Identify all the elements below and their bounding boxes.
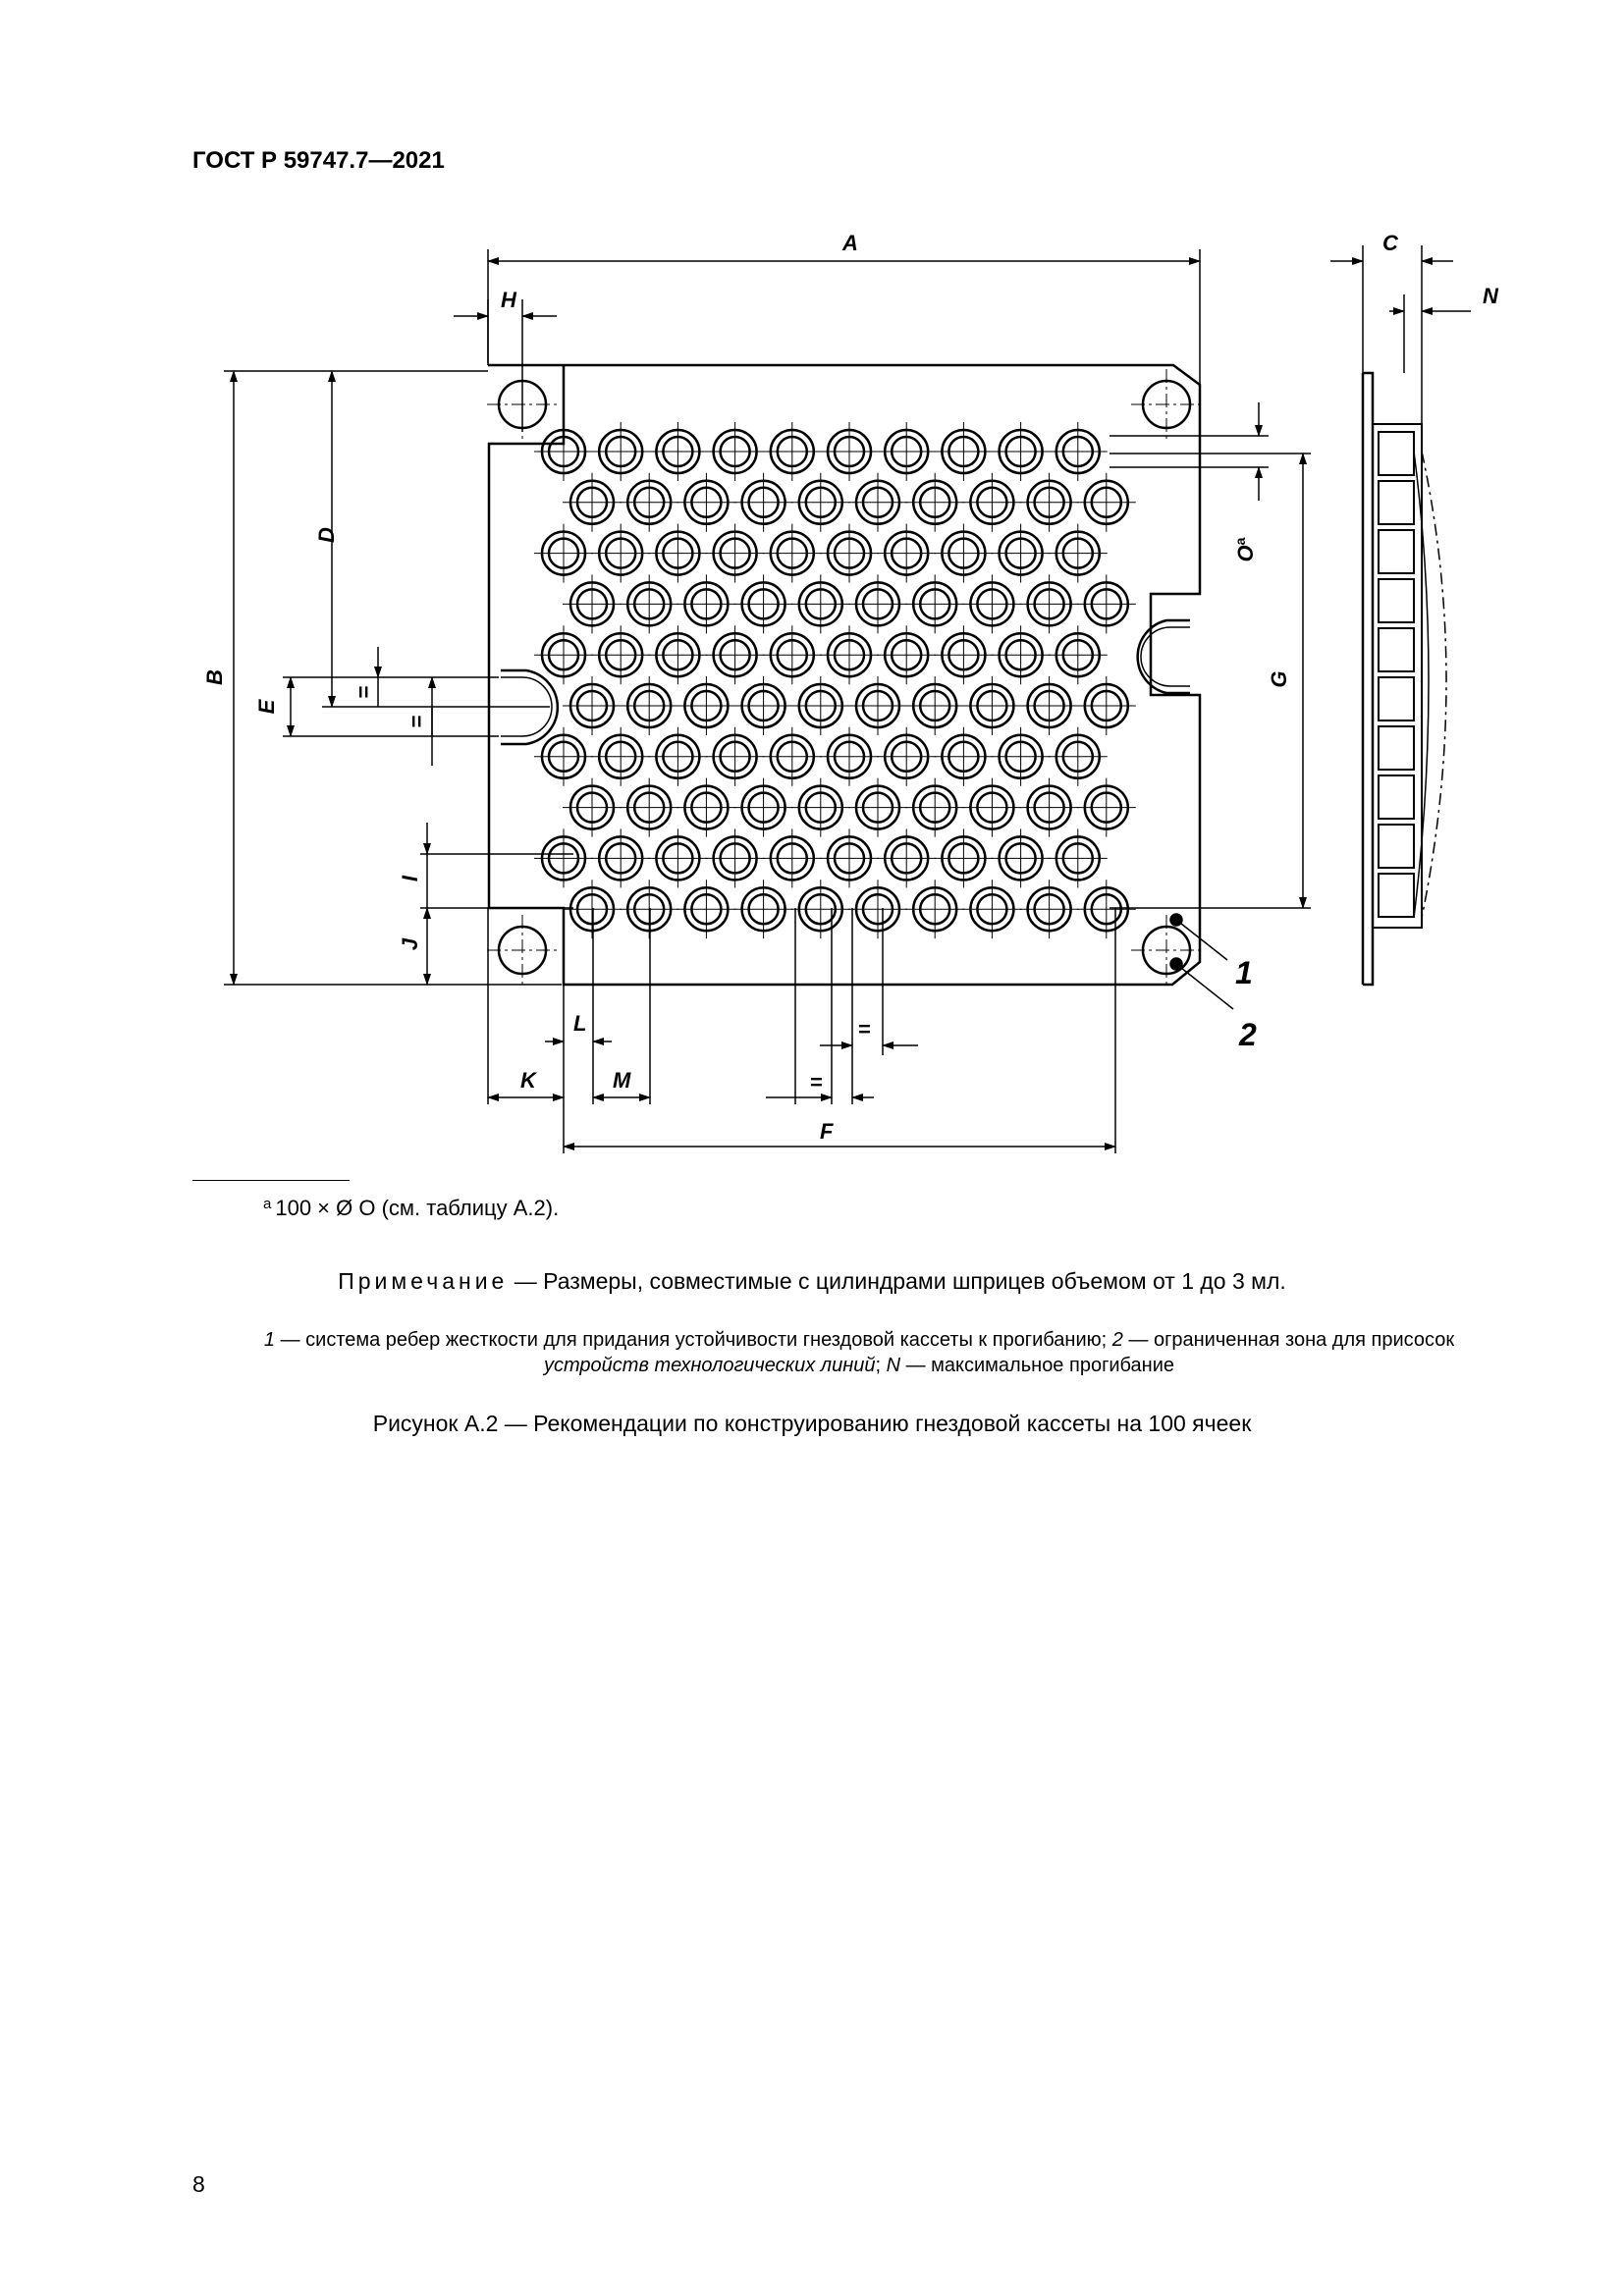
cell — [734, 880, 793, 938]
cell — [763, 524, 822, 583]
dimension-label-n: N — [1483, 284, 1498, 308]
cell — [591, 828, 650, 887]
cell — [706, 828, 765, 887]
cell — [534, 524, 593, 583]
cell — [992, 524, 1051, 583]
cell — [620, 676, 678, 735]
cell — [877, 727, 936, 786]
cell — [905, 473, 964, 532]
cell — [1077, 880, 1136, 938]
dimension-label-j: J — [398, 937, 422, 951]
cell — [620, 574, 678, 633]
cell — [706, 524, 765, 583]
cell — [1049, 422, 1108, 481]
footnote — [263, 1196, 559, 1221]
cell — [620, 778, 678, 837]
dimension-label-h: H — [501, 288, 516, 312]
cell — [534, 828, 593, 887]
dimension-label-e: E — [254, 699, 279, 715]
cell — [648, 828, 707, 887]
cell — [648, 524, 707, 583]
dimension-label-m: M — [613, 1068, 631, 1093]
dimension-n — [1389, 294, 1471, 373]
equal-sign-bottom-2: = — [810, 1070, 823, 1095]
cell — [620, 880, 678, 938]
dimension-label-c: C — [1382, 231, 1398, 255]
cell — [820, 524, 879, 583]
document-header: ГОСТ Р 59747.7—2021 — [192, 147, 445, 174]
cell — [905, 676, 964, 735]
cell — [962, 778, 1021, 837]
dimension-label-b: B — [202, 669, 227, 685]
cell — [534, 422, 593, 481]
side-notches — [501, 620, 1190, 744]
cell — [1077, 778, 1136, 837]
cell — [1020, 778, 1079, 837]
cell — [677, 473, 735, 532]
cell — [791, 880, 850, 938]
dimension-label-a: A — [842, 231, 858, 255]
side-rib — [1379, 874, 1414, 917]
callout-label-1: 1 — [1235, 955, 1253, 990]
dimension-i-j — [420, 823, 573, 985]
cell — [877, 524, 936, 583]
legend-item-n-symbol: N — [886, 1355, 901, 1376]
cell — [877, 422, 936, 481]
legend-item-1-text: — система ребер жесткости для придания устойчивости гнездовой кассеты к прогибанию; — [275, 1329, 1112, 1351]
footnote-text: 100 × Ø O (см. таблицу А.2). — [275, 1196, 560, 1220]
dimension-label-d: D — [314, 527, 339, 543]
cell — [992, 828, 1051, 887]
cell — [820, 727, 879, 786]
side-rib — [1379, 628, 1414, 671]
cell — [734, 574, 793, 633]
cell — [734, 778, 793, 837]
footnote-marker: a — [263, 1196, 272, 1212]
cell — [962, 574, 1021, 633]
page-number: 8 — [192, 2171, 205, 2197]
cell — [934, 828, 993, 887]
cell — [791, 473, 850, 532]
cell — [1049, 727, 1108, 786]
dimension-label-k: K — [520, 1068, 536, 1093]
cell — [591, 727, 650, 786]
cell — [563, 574, 622, 633]
footnote-separator — [192, 1180, 350, 1181]
cell — [706, 625, 765, 684]
cell — [962, 676, 1021, 735]
callout-label-2: 2 — [1239, 1017, 1257, 1052]
cell — [1020, 880, 1079, 938]
side-rib — [1379, 481, 1414, 524]
cell — [563, 676, 622, 735]
cell — [1020, 473, 1079, 532]
equal-sign-left: = — [352, 685, 376, 699]
cell — [706, 422, 765, 481]
cell — [877, 625, 936, 684]
legend-item-2-num: 2 — [1111, 1329, 1123, 1351]
cell — [648, 422, 707, 481]
cell — [677, 778, 735, 837]
cell — [563, 473, 622, 532]
cell-grid — [534, 422, 1136, 938]
cell — [791, 676, 850, 735]
cell — [820, 625, 879, 684]
legend-item-n-text: — максимальное прогибание — [900, 1355, 1174, 1376]
cell — [992, 625, 1051, 684]
cell — [648, 625, 707, 684]
cell — [1049, 828, 1108, 887]
note — [0, 1268, 1624, 1295]
cell — [934, 524, 993, 583]
figure-caption: Рисунок А.2 — Рекомендации по конструированию гнездовой кассеты на 100 ячеек — [372, 1411, 1252, 1436]
legend-item-2-text-italic: устройств технологических линий — [543, 1355, 876, 1376]
cell — [791, 574, 850, 633]
cell — [962, 880, 1021, 938]
cell — [591, 625, 650, 684]
cell — [677, 574, 735, 633]
cell — [763, 625, 822, 684]
cell — [591, 422, 650, 481]
figure-legend — [187, 1327, 1532, 1378]
note-label: Примечание — [338, 1268, 509, 1294]
side-rib — [1379, 775, 1414, 819]
dimension-label-i: I — [398, 875, 422, 882]
cell — [992, 727, 1051, 786]
cell — [848, 574, 907, 633]
cell — [1049, 524, 1108, 583]
legend-item-1-num: 1 — [263, 1329, 276, 1351]
cell — [677, 676, 735, 735]
cell — [1077, 574, 1136, 633]
cell — [620, 473, 678, 532]
cell — [905, 574, 964, 633]
dimension-o — [1110, 402, 1269, 501]
side-rib — [1379, 726, 1414, 770]
cell — [591, 524, 650, 583]
cell — [962, 473, 1021, 532]
cell — [1020, 676, 1079, 735]
equal-sign-right: = — [405, 715, 429, 728]
dimension-label-f: F — [820, 1119, 834, 1144]
cell — [1049, 625, 1108, 684]
cell — [1020, 574, 1079, 633]
side-rib — [1379, 677, 1414, 721]
side-rib — [1379, 825, 1414, 868]
cell — [848, 778, 907, 837]
cell — [734, 473, 793, 532]
cell — [848, 676, 907, 735]
cell — [848, 880, 907, 938]
dimension-label-o: $O^a$ — [1232, 537, 1258, 562]
cell — [648, 727, 707, 786]
legend-item-2-text: — ограниченная зона для присосок — [1122, 1329, 1455, 1351]
cell — [706, 727, 765, 786]
cell — [734, 676, 793, 735]
dimension-d — [322, 371, 550, 707]
cell — [820, 828, 879, 887]
cell — [763, 422, 822, 481]
side-rib — [1379, 530, 1414, 573]
corner-holes — [499, 381, 1190, 974]
side-rib — [1379, 579, 1414, 622]
equal-sign-bottom-1: = — [858, 1017, 871, 1041]
cell — [563, 778, 622, 837]
dimension-c — [1330, 245, 1453, 452]
side-rib — [1379, 432, 1414, 475]
cell — [820, 422, 879, 481]
dimension-label-g: G — [1267, 670, 1291, 688]
side-view-ribs — [1379, 432, 1414, 917]
cell — [791, 778, 850, 837]
cell — [934, 727, 993, 786]
side-view — [1363, 373, 1446, 985]
cell — [992, 422, 1051, 481]
cell — [677, 880, 735, 938]
cell — [877, 828, 936, 887]
note-text: — Размеры, совместимые с цилиндрами шприцев объемом от 1 до 3 мл. — [508, 1268, 1286, 1294]
cell — [763, 727, 822, 786]
cell — [934, 422, 993, 481]
cell — [534, 625, 593, 684]
cell — [1077, 473, 1136, 532]
cell — [905, 880, 964, 938]
cell — [934, 625, 993, 684]
cell — [905, 778, 964, 837]
dimension-label-l: L — [573, 1011, 587, 1036]
callout-markers — [1170, 914, 1233, 1009]
cell — [563, 880, 622, 938]
cell — [1077, 676, 1136, 735]
legend-separator: ; — [875, 1355, 887, 1376]
cell — [848, 473, 907, 532]
cell — [763, 828, 822, 887]
